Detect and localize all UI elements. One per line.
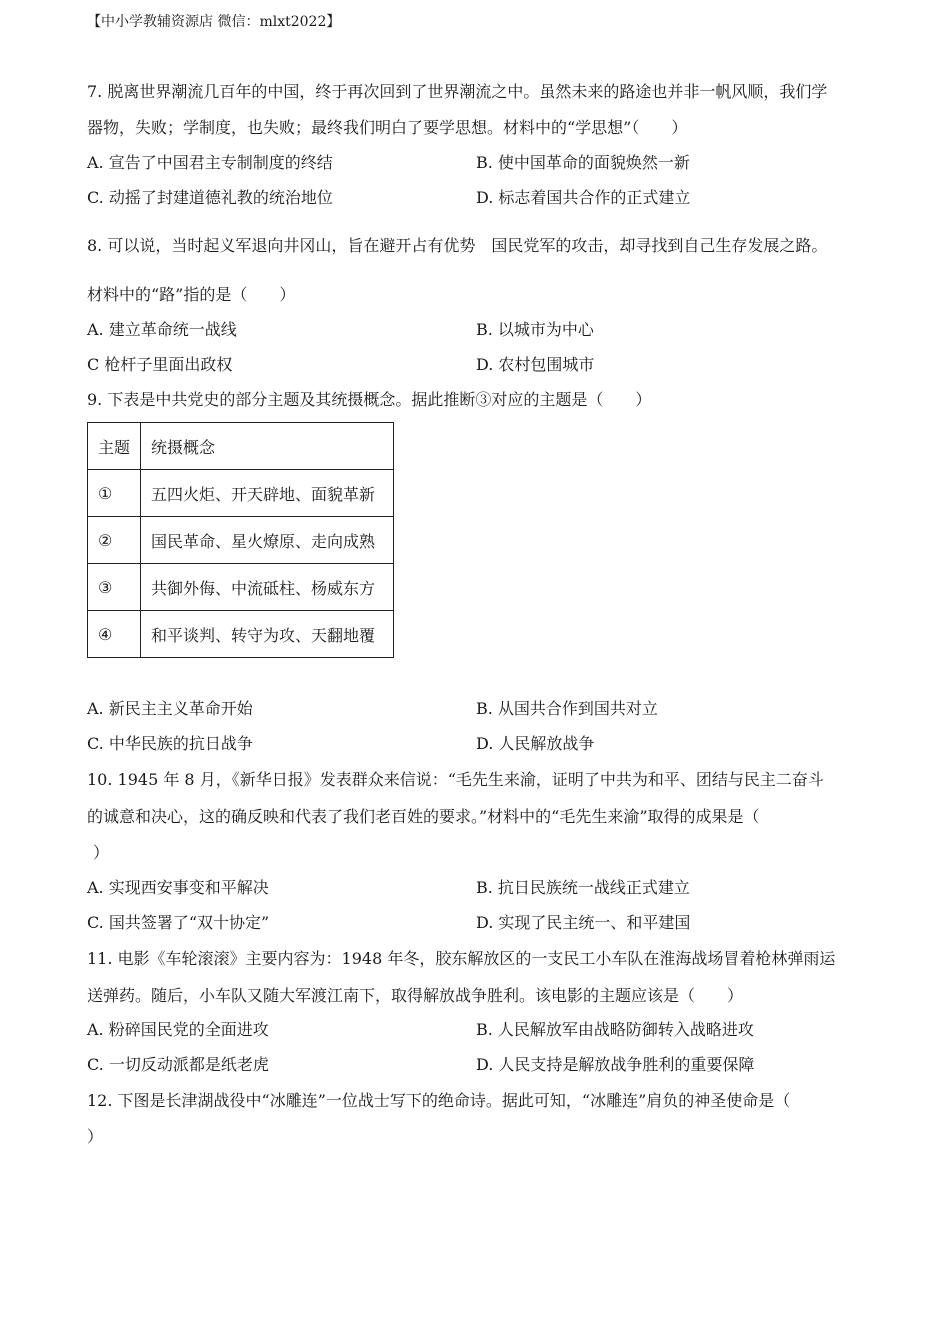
q10-stem-line3: ）	[93, 843, 110, 862]
table-cell: ①	[88, 470, 141, 517]
q12-stem-line2: ）	[87, 1127, 104, 1146]
q9-table	[87, 422, 394, 658]
q11-stem-line1: 11. 电影《车轮滚滚》主要内容为：1948 年冬，胶东解放区的一支民工小车队在淮海战场冒着枪林弹雨运	[87, 949, 836, 968]
table-header-cell: 主题	[88, 423, 141, 470]
q10-option-b: B. 抗日民族统一战线正式建立	[476, 878, 690, 897]
q10-option-c: C. 国共签署了“双十协定”	[87, 913, 270, 932]
q11-option-d: D. 人民支持是解放战争胜利的重要保障	[476, 1055, 755, 1074]
page-header: 【中小学教辅资源店 微信：mlxt2022】	[87, 14, 341, 30]
q11-option-b: B. 人民解放军由战略防御转入战略进攻	[476, 1020, 754, 1039]
table-cell: 五四火炬、开天辟地、面貌革新	[141, 470, 394, 517]
table-cell: ③	[88, 564, 141, 611]
table-row	[88, 611, 394, 658]
q7-stem-line2: 器物，失败；学制度，也失败；最终我们明白了要学思想。材料中的“学思想”（ ）	[87, 118, 688, 137]
table-row	[88, 517, 394, 564]
q10-stem-line1: 10. 1945 年 8 月，《新华日报》发表群众来信说：“毛先生来渝，证明了中共为和平、团结与民主二奋斗	[87, 770, 824, 789]
q10-stem-line2: 的诚意和决心，这的确反映和代表了我们老百姓的要求。”材料中的“毛先生来渝”取得的成果是（	[87, 807, 760, 826]
q8-option-b: B. 以城市为中心	[476, 320, 594, 339]
q8-option-c: C 枪杆子里面出政权	[87, 355, 233, 374]
q8-stem-line2: 材料中的“路”指的是（ ）	[87, 285, 296, 304]
q12-stem-line1: 12. 下图是长津湖战役中“冰雕连”一位战士写下的绝命诗。据此可知，“冰雕连”肩负的神圣使命是（	[87, 1091, 791, 1110]
table-cell: ④	[88, 611, 141, 658]
q10-option-d: D. 实现了民主统一、和平建国	[476, 913, 691, 932]
q11-stem-line2: 送弹药。随后，小车队又随大军渡江南下，取得解放战争胜利。该电影的主题应该是（ ）	[87, 986, 744, 1005]
table-cell: 共御外侮、中流砥柱、杨威东方	[141, 564, 394, 611]
q7-option-c: C. 动摇了封建道德礼教的统治地位	[87, 188, 333, 207]
q11-option-a: A. 粉碎国民党的全面进攻	[87, 1020, 269, 1039]
q8-option-d: D. 农村包围城市	[476, 355, 595, 374]
q9-option-c: C. 中华民族的抗日战争	[87, 734, 253, 753]
q8-stem-line1: 8. 可以说，当时起义军退向井冈山，旨在避开占有优势 国民党军的攻击，却寻找到自己生存发展之路。	[87, 236, 828, 255]
q10-option-a: A. 实现西安事变和平解决	[87, 878, 269, 897]
q7-option-d: D. 标志着国共合作的正式建立	[476, 188, 691, 207]
q9-option-d: D. 人民解放战争	[476, 734, 595, 753]
q7-stem-line1: 7. 脱离世界潮流几百年的中国，终于再次回到了世界潮流之中。虽然未来的路途也并非一帆风顺，我们学	[87, 82, 828, 101]
table-cell: ②	[88, 517, 141, 564]
q8-option-a: A. 建立革命统一战线	[87, 320, 237, 339]
table-cell: 和平谈判、转守为攻、天翻地覆	[141, 611, 394, 658]
q11-option-c: C. 一切反动派都是纸老虎	[87, 1055, 269, 1074]
q9-option-b: B. 从国共合作到国共对立	[476, 699, 658, 718]
table-header-cell: 统摄概念	[141, 423, 394, 470]
q7-option-a: A. 宣告了中国君主专制制度的终结	[87, 153, 333, 172]
q9-stem: 9. 下表是中共党史的部分主题及其统摄概念。据此推断③对应的主题是（ ）	[87, 390, 652, 409]
q9-option-a: A. 新民主主义革命开始	[87, 699, 253, 718]
table-row	[88, 564, 394, 611]
table-header-row	[88, 423, 394, 470]
q7-option-b: B. 使中国革命的面貌焕然一新	[476, 153, 690, 172]
table-cell: 国民革命、星火燎原、走向成熟	[141, 517, 394, 564]
table-row	[88, 470, 394, 517]
